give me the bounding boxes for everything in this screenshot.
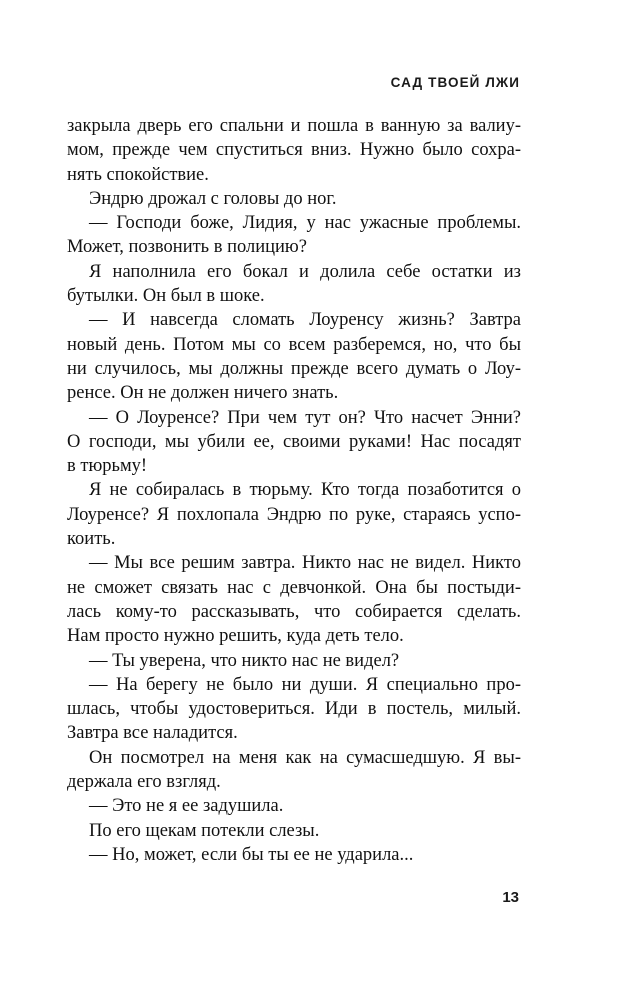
text-line: — И навсегда сломать Лоуренсу жизнь? Завтра xyxy=(89,310,521,331)
text-line: Я наполнила его бокал и долила себе остатки из xyxy=(89,261,521,282)
text-line: закрыла дверь его спальни и пошла в ванную за валиу- xyxy=(67,116,521,136)
text-line: новый день. Потом мы со всем разберемся, но, что бы xyxy=(67,334,521,355)
text-line: держала его взгляд. xyxy=(67,772,221,793)
text-line: — Но, может, если бы ты ее не ударила... xyxy=(89,844,414,865)
running-head: САД ТВОЕЙ ЛЖИ xyxy=(390,75,520,90)
text-line: Нам просто нужно решить, куда деть тело. xyxy=(67,626,404,647)
text-line: О господи, мы убили ее, своими руками! Нас посадят xyxy=(67,431,521,452)
text-line: Завтра все наладится. xyxy=(67,723,238,744)
text-line: Лоуренсе? Я похлопала Эндрю по руке, стараясь успо- xyxy=(67,504,521,525)
body-text xyxy=(67,114,521,867)
text-line: По его щекам потекли слезы. xyxy=(89,820,320,841)
text-line: Эндрю дрожал с головы до ног. xyxy=(89,188,337,209)
text-line: Он посмотрел на меня как на сумасшедшую. Я вы- xyxy=(89,747,521,768)
text-line: не сможет связать нас с девчонкой. Она бы постыди- xyxy=(67,577,521,598)
text-line: лась кому-то рассказывать, что собирается сделать. xyxy=(67,601,521,622)
text-line: ренсе. Он не должен ничего знать. xyxy=(67,383,339,404)
text-line: — Мы все решим завтра. Никто нас не видел. Никто xyxy=(89,553,521,574)
text-line: мом, прежде чем спуститься вниз. Нужно было сохра- xyxy=(67,140,521,161)
text-line: ни случилось, мы должны прежде всего думать о Лоу- xyxy=(67,358,521,379)
text-line: — О Лоуренсе? При чем тут он? Что насчет Энни? xyxy=(89,407,521,428)
text-line: в тюрьму! xyxy=(67,456,148,477)
text-line: Может, позвонить в полицию? xyxy=(67,237,307,258)
text-line: шлась, чтобы удостовериться. Иди в постель, милый. xyxy=(67,699,521,720)
text-line: бутылки. Он был в шоке. xyxy=(67,286,265,307)
text-line: — Ты уверена, что никто нас не видел? xyxy=(89,650,400,671)
text-line: — Господи боже, Лидия, у нас ужасные проблемы. xyxy=(89,213,521,234)
text-line: — На берегу не было ни души. Я специально про- xyxy=(89,674,521,695)
text-line: нять спокойствие. xyxy=(67,164,209,185)
text-line: Я не собиралась в тюрьму. Кто тогда позаботится о xyxy=(89,480,521,501)
page-number: 13 xyxy=(502,889,519,906)
text-line: — Это не я ее задушила. xyxy=(89,796,284,817)
text-line: коить. xyxy=(67,529,116,550)
